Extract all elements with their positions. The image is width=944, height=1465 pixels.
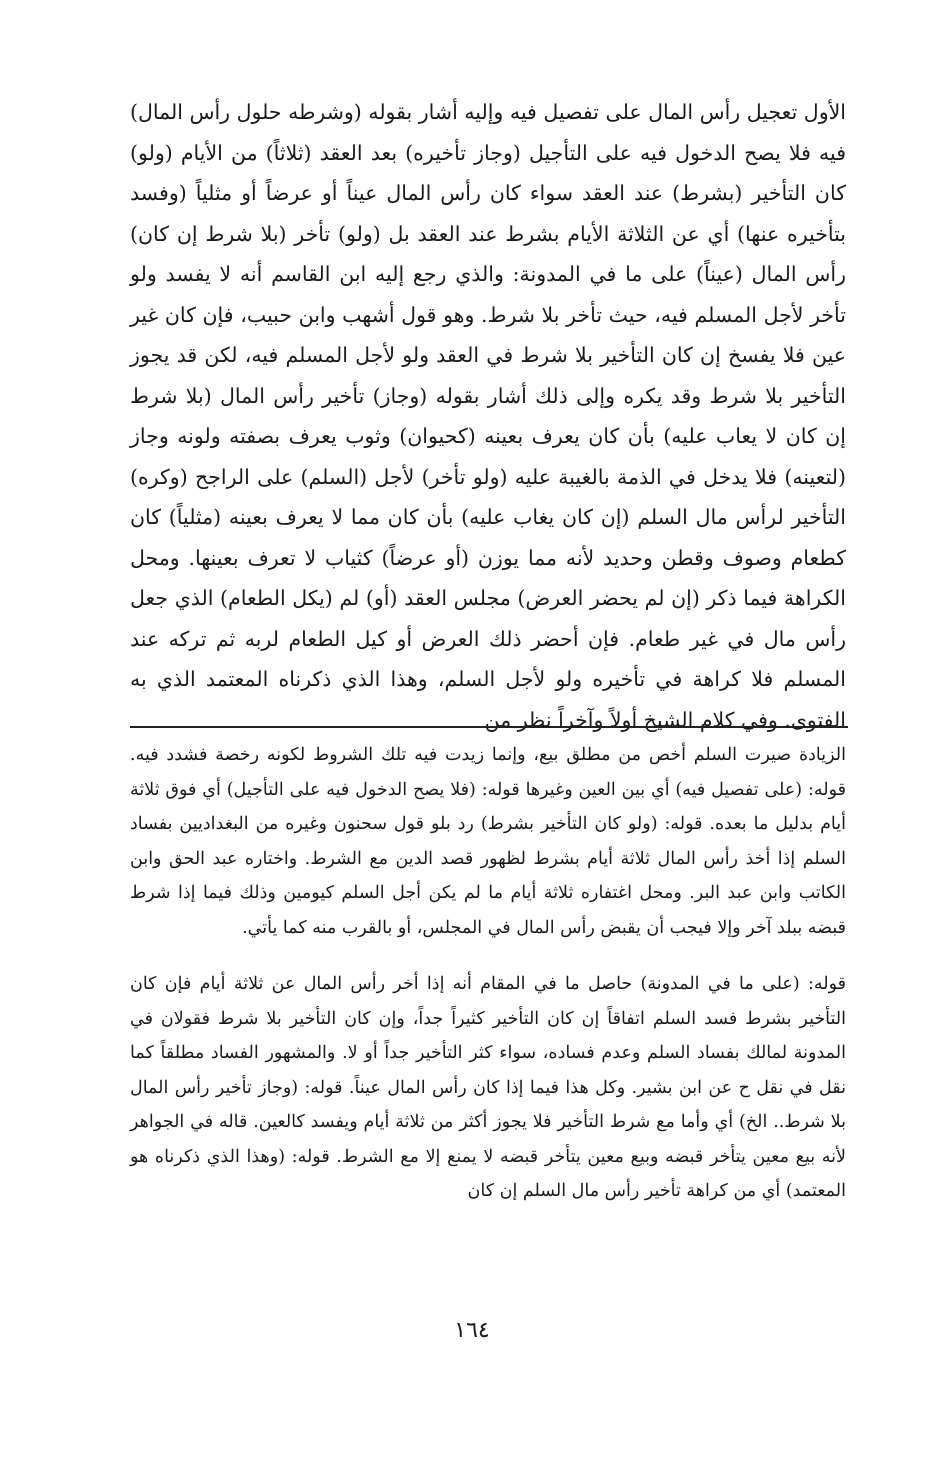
footnote-paragraph: قوله: (على ما في المدونة) حاصل ما في المقام أنه إذا أخر رأس المال عن ثلاثة أيام فإن كان التأخير بشرط فسد السلم اتفاقاً إن كان التأخير كثيراً جداً، وإن كان التأخير بلا شرط فقولان في المدونة لمالك بفساد السلم وعدم فساده، سواء كثر التأخير جداً أو لا. والمشهور الفساد مطلقاً كما نقل في نقل ح عن ابن بشير. وكل هذا فيما إذا كان رأس المال عيناً. قوله: (وجاز تأخير رأس المال بلا شرط.. الخ) أي وأما مع شرط التأخير فلا يجوز أكثر من ثلاثة أيام ويفسد كالعين. قاله في الجواهر لأنه بيع معين يتأخر قبضه وبيع معين يتأخر قبضه لا يمنع إلا مع الشرط. قوله: (وهذا الذي ذكرناه هو المعتمد) أي من كراهة تأخير رأس مال السلم إن كان <box>130 974 846 1201</box>
main-text-body: الأول تعجيل رأس المال على تفصيل فيه وإليه أشار بقوله (وشرطه حلول رأس المال) فيه فلا يصح الدخول فيه على التأجيل (وجاز تأخيره) بعد العقد (ثلاثاً) من الأيام (ولو) كان التأخير (بشرط) عند العقد سواء كان رأس المال عيناً أو عرضاً أو مثلياً (وفسد بتأخيره عنها) أي عن الثلاثة الأيام بشرط عند العقد بل (ولو) تأخر (بلا شرط إن كان) رأس المال (عيناً) على ما في المدونة: والذي رجع إليه ابن القاسم أنه لا يفسد ولو تأخر لأجل المسلم فيه، حيث تأخر بلا شرط. وهو قول أشهب وابن حبيب، فإن كان غير عين فلا يفسخ إن كان التأخير بلا شرط في العقد ولو لأجل المسلم فيه، لكن قد يجوز التأخير بلا شرط وقد يكره وإلى ذلك أشار بقوله (وجاز) تأخير رأس المال (بلا شرط إن كان لا يعاب عليه) بأن كان يعرف بعينه (كحيوان) وثوب يعرف بصفته ولونه وجاز (لتعينه) فلا يدخل في الذمة بالغيبة عليه (ولو تأخر) لأجل (السلم) على الراجح (وكره) التأخير لرأس مال السلم (إن كان يغاب عليه) بأن كان مما لا يعرف بعينه (مثلياً) كان كطعام وصوف وقطن وحديد لأنه مما يوزن (أو عرضاً) كثياب لا تعرف بعينها. ومحل الكراهة فيما ذكر (إن لم يحضر العرض) مجلس العقد (أو) لم (يكل الطعام) الذي جعل رأس مال في غير طعام. فإن أحضر ذلك العرض أو كيل الطعام لربه ثم تركه عند المسلم فلا كراهة في تأخيره ولو لأجل السلم، وهذا الذي ذكرناه المعتمد الذي به الفتوى. وفي كلام الشيخ أولاً وآخراً نظر من <box>130 100 846 732</box>
page-number: ١٦٤ <box>454 1318 490 1343</box>
footnote-paragraph: الزيادة صيرت السلم أخص من مطلق بيع، وإنما زيدت فيه تلك الشروط لكونه رخصة فشدد فيه. قوله: (على تفصيل فيه) أي بين العين وغيرها قوله: (فلا يصح الدخول فيه على التأجيل) أي فوق ثلاثة أيام بدليل ما بعده. قوله: (ولو كان التأخير بشرط) رد بلو قول سحنون وغيره من البغداديين بفساد السلم إذا أخذ رأس المال ثلاثة أيام بشرط لظهور قصد الدين مع الشرط. واختاره عبد الحق وابن الكاتب وابن عبد البر. ومحل اغتفاره ثلاثة أيام ما لم يكن أجل السلم كيومين وذلك فيما إذا شرط قبضه ببلد آخر وإلا فيجب أن يقبض رأس المال في المجلس، أو بالقرب منه كما يأتي. <box>130 745 846 938</box>
footnotes-section <box>130 738 846 1209</box>
footnote-divider <box>130 726 848 728</box>
